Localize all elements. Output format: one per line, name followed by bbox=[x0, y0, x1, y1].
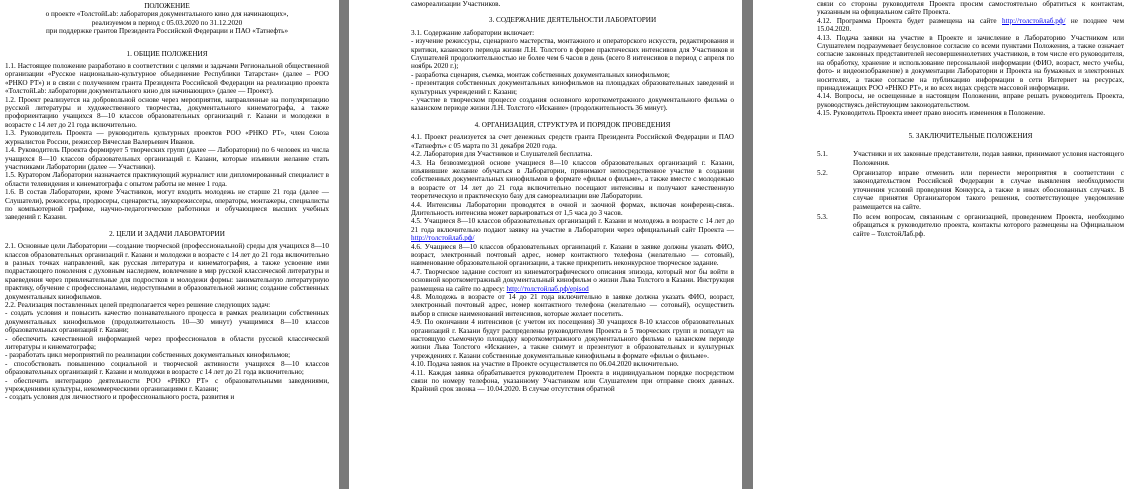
paragraph: - обеспечить интеграцию деятельности РОО «РНКО РТ» с образовательными заведениями, учреждениями культуры, некоммерческими организациями г. Казани; bbox=[5, 376, 329, 394]
item-text: По всем вопросам, связанным с организацией, проведением Проекта, необходимо обращаться к руководителю проекта, контакты которого размещены на Официальном сайте – ТолстойЛаб.рф. bbox=[853, 212, 1124, 238]
paragraph-text: 4.7. Творческое задание состоит из кинематографического описания эпизода, который мог бы войти в основной короткометражный документальный кинофильм о жизни Льва Толстого в Казани. Инструкция размещена на сайте по адресу: bbox=[411, 267, 734, 293]
paragraph: 2.1. Основные цели Лаборатории —создание творческой (профессиональной) среды для учащихся 8—10 классов образовательных организаций г. Казани и молодежи в возрасте с 14 лет до 21 года включительно в разных точках направлений, как русская литература и кинематография, а также усвоение ими подрастающего поколения с духовным наследием, вовлечение в мир русской классической литературы и краеведения через привлекательные для подростков и молодежи формы: занимательную литературную практику, обучение с профессионалами, недоступными в образовательной жизни; создание собственных документальных кинофильмов. bbox=[5, 242, 329, 301]
paragraph bbox=[411, 268, 734, 293]
item-text: Участники и их законные представители, подав заявки, принимают условия настоящего Положения. bbox=[853, 150, 1124, 167]
paragraph: 1.6. В состав Лаборатории, кроме Участников, могут входить молодежь не старше 21 года (далее — Слушатели), режиссеры, продюсеры, сценаристы, звукорежиссеры, операторы, монтажеры, специалисты по компьютерной графике, научно-педагогические работники и обучающиеся высших учебных заведений г. Казани. bbox=[5, 188, 329, 222]
document-page-2 bbox=[349, 0, 742, 489]
numbered-item bbox=[817, 150, 1124, 167]
paragraph: 1.1. Настоящее положение разработано в соответствии с целями и задачами Региональной общественной организации «Русское национально-культурное объединение Республики Татарстан» (далее – РОО «РНКО РТ») и в связи с получением гранта Президента Российской Федерации на реализацию проекта «ТолстойLab: лаборатории документального кино для начинающих» (далее — Проект). bbox=[5, 62, 329, 96]
paragraph bbox=[817, 17, 1124, 34]
paragraph: 4.1. Проект реализуется за счет денежных средств гранта Президента Российской Федерации и ПАО «Татнефть» с 05 марта по 31 декабря 2020 года. bbox=[411, 133, 734, 150]
paragraph: 4.15. Руководитель Проекта имеет право вносить изменения в Положение. bbox=[817, 109, 1046, 118]
paragraph: - создать условия и повысить качество познавательного процесса в рамках реализации собственных документальных кинофильмов (продолжительность 10—30 минут) учащимися 8—10 классов образовательных организаций г. Казани; bbox=[5, 309, 329, 335]
paragraph: - создать условия для личностного и профессионального роста, развития и bbox=[5, 393, 235, 402]
paragraph: 4.4. Интенсивы Лаборатории проводятся в очной и заочной формах, включая конференц-связь. Длительность интенсива может варьироваться от 1,5 часа до 3 часов. bbox=[411, 200, 734, 217]
paragraph: 4.10. Подача заявок на участие в Проекте осуществляется по 06.04.2020 включительно. bbox=[411, 360, 679, 369]
paragraph: - презентация собственных документальных кинофильмов на площадках образовательных заведений и культурных учреждений г. Казани; bbox=[411, 79, 734, 96]
document-subtitle: при поддержке грантов Президента Российской Федерации и ПАО «Татнефть» bbox=[45, 27, 289, 36]
paragraph: 4.3. На безвозмездной основе учащиеся 8—10 классов образовательных организаций г. Казани, изъявившие желание обучаться в Лаборатории, принимают непосредственное участие в создании собственных документальных кинофильмов в формате «фильм о фильме», а также вместе с молодежью в возрасте от 14 лет до 21 года включительно посещают интенсивы и получают качественную теоретическую и практическую базу для самореализации вне Лаборатории. bbox=[411, 158, 734, 201]
item-text: Организатор вправе отменить или перенести мероприятия в соответствии с законодательством Российской Федерации в случае выявления необходимости уточнения условий проведения Конкурса, а также в иных обоснованных случаях. В случае принятия Организатором такого решения, соответствующее уведомление размещается на сайте. bbox=[853, 168, 1124, 211]
paragraph: 2.2. Реализация поставленных целей предполагается через решение следующих задач: bbox=[5, 301, 271, 309]
episode-link[interactable]: http://толстойлаб.рф/episod bbox=[506, 284, 589, 293]
paragraph: 4.13. Подача заявки на участие в Проекте и зачисление в Лабораторию Участником или Слушателем подразумевает безусловное согласие со всеми пунктами Положения, а также означает согласие законных представителей несовершеннолетних участников, в том числе его руководителя, на обработку, хранение и использование персональной информации (ФИО, возраст, место учебы, фото- и видеоизображение) в документации Лаборатории и Проекта на бумажных и электронных носителях, а также согласие на публикацию информации в сети Интернет на ресурсах, принадлежащих РОО «РНКО РТ», и во всех видах средств массовой информации. bbox=[817, 33, 1124, 93]
site-link[interactable]: http://толстойлаб.рф/ bbox=[1002, 16, 1066, 25]
paragraph: - разработать цикл мероприятий по реализации собственных документальных кинофильмов; bbox=[5, 351, 291, 360]
paragraph: 4.8. Молодежь в возрасте от 14 до 21 года включительно в заявке должна указать ФИО, возраст, электронный почтовый адрес, номер контактного телефона (желательно — сотовый), осуществить выбор в списке наименований интенсивов, которые желает посетить. bbox=[411, 293, 734, 318]
paragraph: - разработка сценария, съемка, монтаж собственных документальных кинофильмов; bbox=[411, 70, 670, 79]
section-heading: 4. ОРГАНИЗАЦИЯ, СТРУКТУРА И ПОРЯДОК ПРОВЕДЕНИЯ bbox=[474, 120, 671, 129]
paragraph: 3.1. Содержание лаборатории включает: bbox=[411, 28, 535, 37]
numbered-item bbox=[817, 169, 1124, 211]
paragraph: 4.9. По окончании 4 интенсивов (с учетом их посещения) 30 учащихся 8-10 классов образовательных организаций г. Казани будут распределены руководителем Проекта в 5 творческих групп и попадут на настоящую съемочную площадку короткометражного документального фильма о казанском периоде жизни Льва Толстого «Искание», а также снимут и презентуют в образовательных и культурных учреждениях г. Казани собственные документальные кинофильмы в формате «фильм о фильме». bbox=[411, 318, 734, 360]
item-number: 5.2. bbox=[817, 168, 828, 177]
paragraph: 1.4. Руководитель Проекта формирует 5 творческих групп (далее — Лаборатории) по 6 человек из числа учащихся 8—10 классов образовательных организаций г. Казани, которые изъявили желание стать участниками Лаборатории (далее — Участники). bbox=[5, 146, 329, 171]
paragraph: 1.3. Руководитель Проекта — руководитель культурных проектов РОО «РНКО РТ», член Союза журналистов России, режиссер Вячеслав Валерьевич Иванов. bbox=[5, 129, 329, 146]
paragraph: - обеспечить качественной информацией через профессионалов в области русской классической литературы и кинематографа; bbox=[5, 334, 329, 352]
paragraph: - участие в творческом процессе создания основного короткометражного документального фильма о казанском периоде жизни Л.Н. Толстого «Искание» (продолжительность 36 минут). bbox=[411, 96, 734, 113]
page-gutter bbox=[742, 0, 753, 489]
document-subtitle: реализуемом в период с 05.03.2020 по 31.12.2020 bbox=[91, 18, 243, 27]
paragraph: 4.11. Каждая заявка обрабатывается руководителем Проекта в индивидуальном порядке посредством связи по номеру телефона, указанному Участником или Слушателем при отправке своих данных. Крайний срок звонка — 10.04.2020. В случае отсутствия обратной bbox=[411, 368, 734, 394]
paragraph: - способствовать повышению социальной и творческой активности учащихся 8—10 классов образовательных организаций г. Казани и молодежи в возрасте с 14 лет до 21 года включительно; bbox=[5, 359, 329, 377]
paragraph-text: 4.12. Программа Проекта будет размещена на сайте bbox=[817, 16, 997, 25]
site-link[interactable]: http://толстойлаб.рф/ bbox=[411, 234, 475, 243]
section-heading: 1. ОБЩИЕ ПОЛОЖЕНИЯ bbox=[126, 49, 208, 58]
paragraph: 4.6. Учащиеся 8—10 классов образовательных организаций г. Казани в заявке должны указать ФИО, возраст, электронный почтовый адрес, номер контактного телефона (желательно — сотовый), наименование образовательной организации, а также прикрепить неконкурсное творческое задание. bbox=[411, 242, 734, 268]
document-title: ПОЛОЖЕНИЕ bbox=[144, 2, 190, 10]
paragraph: связи со стороны руководителя Проекта просим самостоятельно обратиться к контактам, указанным на официальном сайте Проекта. bbox=[817, 0, 1124, 17]
item-number: 5.3. bbox=[817, 212, 828, 221]
paragraph: 4.2. Лаборатория для Участников и Слушателей бесплатна. bbox=[411, 150, 593, 159]
document-page-3 bbox=[753, 0, 1136, 489]
item-number: 5.1. bbox=[817, 150, 828, 159]
paragraph: 1.2. Проект реализуется на добровольной основе через мероприятия, направленные на популяризацию русской литературы и художественного творчества, документального кинематографа, а также профориентацию учащихся 8—10 классов образовательных организаций г. Казани и молодежи в возрасте с 14 лет до 21 года включительно. bbox=[5, 95, 329, 129]
paragraph: самореализации Участников. bbox=[411, 0, 501, 8]
paragraph bbox=[411, 217, 734, 242]
document-page-1 bbox=[0, 0, 339, 489]
section-heading: 5. ЗАКЛЮЧИТЕЛЬНЫЕ ПОЛОЖЕНИЯ bbox=[908, 131, 1033, 140]
section-heading: 2. ЦЕЛИ И ЗАДАЧИ ЛАБОРАТОРИИ bbox=[109, 229, 225, 238]
numbered-item bbox=[817, 213, 1124, 238]
paragraph-text: не позднее чем 15.04.2020. bbox=[817, 16, 1125, 34]
paragraph: 4.14. Вопросы, не освещенные в настоящем Положении, вправе решать руководитель Проекта, руководствуясь действующим законодательством. bbox=[817, 92, 1124, 109]
page-gutter bbox=[339, 0, 349, 489]
section-heading: 3. СОДЕРЖАНИЕ ДЕЯТЕЛЬНОСТИ ЛАБОРАТОРИИ bbox=[488, 16, 657, 25]
paragraph-text: 4.5. Учащиеся 8—10 классов образовательных организаций г. Казани и молодежь в возрасте с 14 лет до 21 года включительно подают заявку на участие в Лаборатории через официальный сайт Проекта — bbox=[411, 217, 734, 234]
paragraph: 1.5. Куратором Лаборатории назначается практикующий журналист или дипломированный специалист в области телевидения и кинематографа с опытом работы не менее 1 года. bbox=[5, 171, 329, 188]
document-subtitle: о проекте «ТолстойLab: лаборатория документального кино для начинающих», bbox=[45, 10, 289, 19]
paragraph: - изучение режиссуры, сценарного мастерства, монтажного и операторского искусств, редактирования и критики, казанского периода жизни Л.Н. Толстого в форме практических интенсивов для Участников и Слушателей продолжительностью не более чем 6 часов в день (всего 8 интенсивов в период с апреля по ноябрь 2020 г.); bbox=[411, 37, 734, 71]
